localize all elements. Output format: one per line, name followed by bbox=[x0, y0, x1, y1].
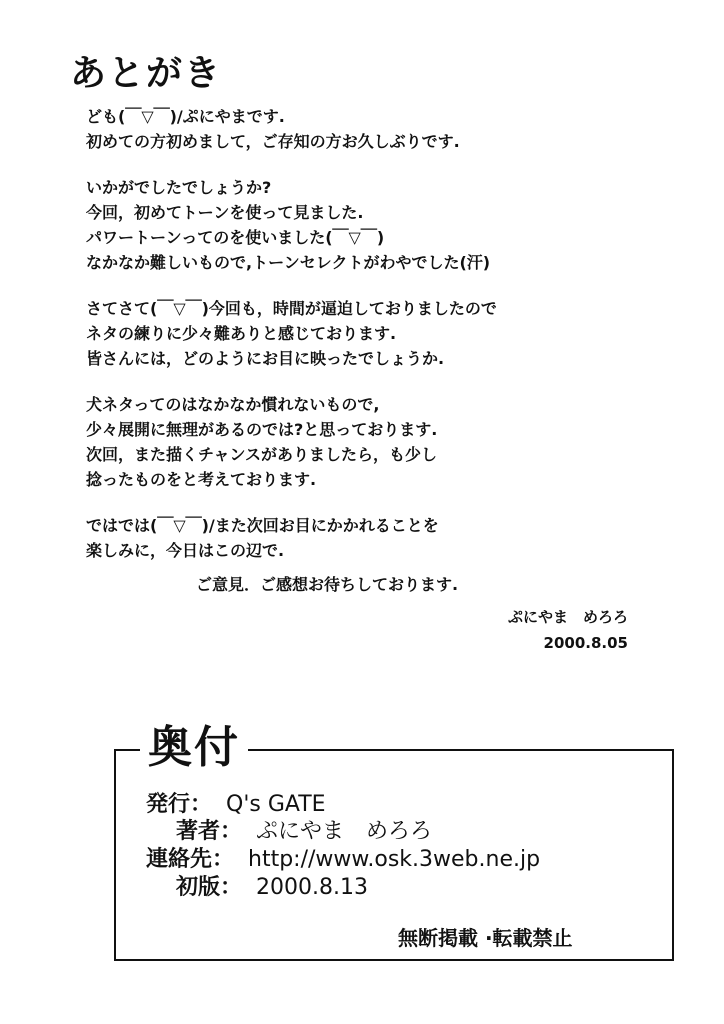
author-label: 著者： bbox=[176, 819, 243, 844]
text-line: 初めての方初めまして，ご存知の方お久しぶりです. bbox=[86, 132, 460, 151]
paragraph-3 bbox=[86, 296, 686, 371]
text-line: いかがでしたでしょうか? bbox=[86, 178, 272, 197]
contact-url: http://www.osk.3web.ne.jp bbox=[248, 847, 541, 872]
edition-value: 2000.8.13 bbox=[256, 875, 368, 900]
paragraph-1 bbox=[86, 104, 686, 154]
contact-label: 連絡先： bbox=[146, 847, 235, 872]
text-line: さてさて(￣▽￣)今回も，時間が逼迫しておりましたので bbox=[86, 299, 497, 318]
text-line: なかなか難しいもので,トーンセレクトがわやでした(汗) bbox=[86, 253, 491, 272]
paragraph-2 bbox=[86, 175, 686, 275]
signature-date: 2000.8.05 bbox=[543, 634, 628, 652]
publisher-label: 発行： bbox=[146, 792, 213, 817]
text-line: 皆さんには，どのようにお目に映ったでしょうか. bbox=[86, 349, 445, 368]
page-title: あとがき bbox=[70, 53, 223, 94]
afterword-body bbox=[86, 104, 686, 584]
colophon-publisher bbox=[146, 791, 326, 819]
reprint-notice: 無断掲載 ·転載禁止 bbox=[398, 926, 573, 950]
text-line: ども(￣▽￣)/ぷにやまです. bbox=[86, 107, 285, 126]
colophon-contact bbox=[146, 846, 540, 874]
text-line: 今回，初めてトーンを使って見ました. bbox=[86, 203, 364, 222]
signature-author: ぷにやま めろろ bbox=[507, 608, 628, 626]
text-line: パワートーンってのを使いました(￣▽￣) bbox=[86, 228, 385, 247]
paragraph-4 bbox=[86, 392, 686, 492]
text-line: ではでは(￣▽￣)/また次回お目にかかれることを bbox=[86, 516, 439, 535]
colophon-author bbox=[176, 818, 432, 846]
text-line: 犬ネタってのはなかなか慣れないもので, bbox=[86, 395, 380, 414]
colophon-edition bbox=[176, 874, 368, 902]
colophon-title: 奥付 bbox=[140, 722, 248, 774]
paragraph-5 bbox=[86, 513, 686, 563]
edition-label: 初版： bbox=[176, 875, 243, 900]
text-line: 次回，また描くチャンスがありましたら，も少し bbox=[86, 445, 438, 464]
author-value: ぷにやま めろろ bbox=[256, 819, 433, 844]
publisher-value: Q's GATE bbox=[226, 792, 326, 817]
closing-line: ご意見．ご感想お待ちしております. bbox=[196, 575, 459, 594]
text-line: 捻ったものをと考えております. bbox=[86, 470, 317, 489]
text-line: 楽しみに，今日はこの辺で. bbox=[86, 541, 285, 560]
text-line: 少々展開に無理があるのでは?と思っております. bbox=[86, 420, 438, 439]
text-line: ネタの練りに少々難ありと感じております. bbox=[86, 324, 397, 343]
